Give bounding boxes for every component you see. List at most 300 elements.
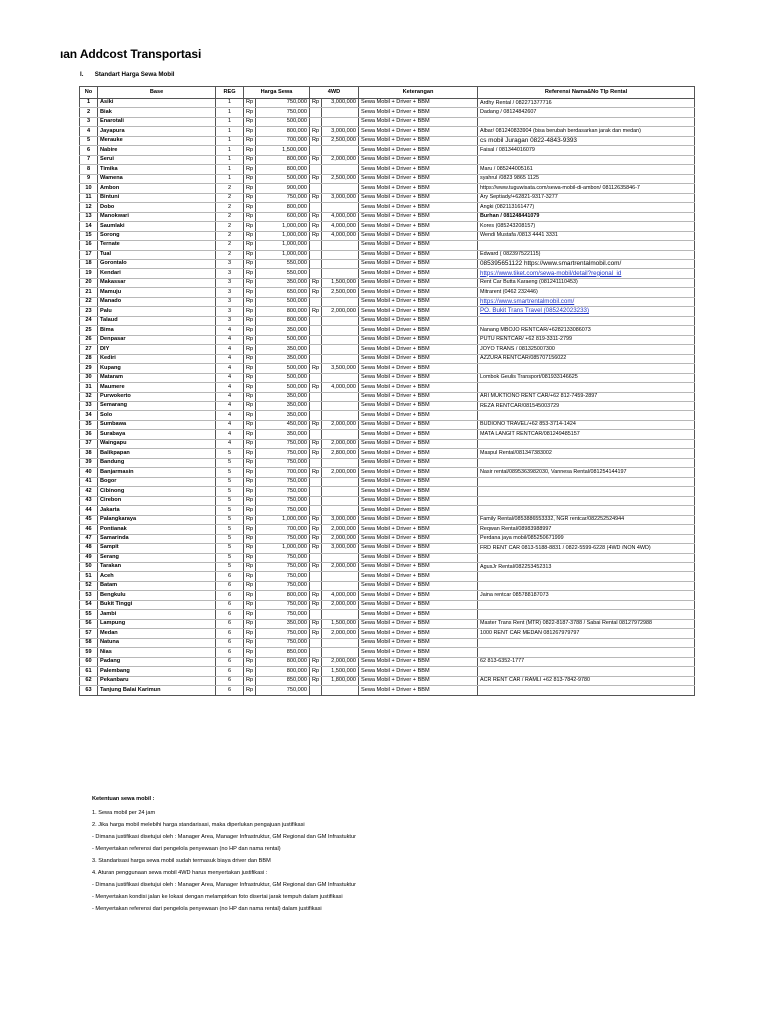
region-code: 3: [216, 316, 244, 325]
fourwd-amount: 2,500,000: [322, 174, 359, 183]
table-row: [80, 231, 695, 240]
rental-reference: Burhan / 081248441079: [478, 212, 695, 221]
price-amount: 750,000: [256, 99, 310, 108]
fourwd-amount: 4,000,000: [322, 222, 359, 231]
price-amount: 800,000: [256, 307, 310, 316]
row-number: 19: [80, 269, 98, 278]
header-harga-sewa: Harga Sewa: [244, 87, 310, 99]
rental-reference: Master Trans Rent (MTR) 0822-8187-3788 / Sabai Rental 08127972988: [478, 619, 695, 628]
row-number: 14: [80, 222, 98, 231]
fourwd-currency: [310, 506, 322, 515]
region-code: 2: [216, 193, 244, 202]
price-amount: 800,000: [256, 127, 310, 136]
base-name: Merauke: [98, 136, 216, 145]
row-description: Sewa Mobil + Driver + BBM: [359, 496, 478, 505]
rental-reference: cs mobil Juragan 0822-4843-9393: [478, 136, 695, 145]
price-currency: Rp: [244, 392, 256, 401]
rental-reference: 1000 RENT CAR MEDAN 081267979797: [478, 629, 695, 638]
notes-list: [92, 807, 356, 915]
note-line: - Menyertakan kondisi jalan ke lokasi dengan melampirkan foto disertai jarak tempuh dalam justifikasi: [92, 894, 343, 900]
fourwd-amount: [322, 392, 359, 401]
price-currency: Rp: [244, 610, 256, 619]
rental-reference: https://www.tuguwisata.com/sewa-mobil-di-ambon/ 08112635846-7: [478, 184, 695, 193]
region-code: 4: [216, 402, 244, 411]
table-row: [80, 676, 695, 685]
base-name: Denpasar: [98, 335, 216, 344]
fourwd-currency: Rp: [310, 222, 322, 231]
table-row: [80, 136, 695, 145]
row-number: 16: [80, 241, 98, 250]
rental-reference: AgusJr Rental/082253452313: [478, 562, 695, 571]
row-number: 31: [80, 383, 98, 392]
table-row: [80, 373, 695, 382]
region-code: 2: [216, 184, 244, 193]
price-currency: Rp: [244, 458, 256, 467]
price-amount: 1,000,000: [256, 515, 310, 524]
fourwd-amount: 2,000,000: [322, 600, 359, 609]
price-currency: Rp: [244, 562, 256, 571]
rental-reference[interactable]: https://www.tiket.com/sewa-mobil/detail?regional_id: [478, 269, 695, 278]
row-number: 23: [80, 307, 98, 316]
row-number: 9: [80, 174, 98, 183]
fourwd-amount: 2,000,000: [322, 420, 359, 429]
price-currency: Rp: [244, 136, 256, 145]
row-number: 29: [80, 364, 98, 373]
fourwd-currency: Rp: [310, 657, 322, 666]
price-currency: Rp: [244, 155, 256, 164]
table-row: [80, 108, 695, 117]
table-row: [80, 278, 695, 287]
table-row: [80, 155, 695, 164]
base-name: Wamena: [98, 174, 216, 183]
fourwd-currency: Rp: [310, 629, 322, 638]
rental-notes: [92, 796, 356, 915]
row-description: Sewa Mobil + Driver + BBM: [359, 572, 478, 581]
base-name: Mataram: [98, 373, 216, 382]
base-name: Padang: [98, 657, 216, 666]
region-code: 5: [216, 468, 244, 477]
base-name: Tarakan: [98, 562, 216, 571]
price-amount: 800,000: [256, 316, 310, 325]
table-row: [80, 184, 695, 193]
price-amount: 800,000: [256, 165, 310, 174]
price-currency: Rp: [244, 222, 256, 231]
price-currency: Rp: [244, 600, 256, 609]
base-name: Jambi: [98, 610, 216, 619]
fourwd-amount: [322, 477, 359, 486]
row-description: Sewa Mobil + Driver + BBM: [359, 686, 478, 695]
price-currency: Rp: [244, 288, 256, 297]
row-description: Sewa Mobil + Driver + BBM: [359, 411, 478, 420]
price-amount: 750,000: [256, 600, 310, 609]
table-row: [80, 648, 695, 657]
price-currency: Rp: [244, 231, 256, 240]
row-number: 28: [80, 354, 98, 363]
region-code: 5: [216, 477, 244, 486]
table-row: [80, 544, 695, 553]
price-amount: 850,000: [256, 648, 310, 657]
fourwd-amount: 2,000,000: [322, 468, 359, 477]
fourwd-amount: 2,000,000: [322, 155, 359, 164]
table-row: [80, 667, 695, 676]
fourwd-currency: Rp: [310, 127, 322, 136]
price-amount: 750,000: [256, 108, 310, 117]
price-currency: Rp: [244, 335, 256, 344]
rental-reference: BUDIONO TRAVEL/+62 853-3714-1424: [478, 420, 695, 429]
base-name: Aceh: [98, 572, 216, 581]
price-currency: Rp: [244, 146, 256, 155]
base-name: Nias: [98, 648, 216, 657]
rental-reference: [478, 506, 695, 515]
region-code: 6: [216, 667, 244, 676]
base-name: Maumere: [98, 383, 216, 392]
fourwd-amount: 2,000,000: [322, 439, 359, 448]
rental-reference: [478, 458, 695, 467]
fourwd-amount: 3,000,000: [322, 515, 359, 524]
region-code: 3: [216, 269, 244, 278]
price-currency: Rp: [244, 165, 256, 174]
rental-reference[interactable]: https://www.smartrentalmobil.com/: [478, 297, 695, 306]
region-code: 1: [216, 99, 244, 108]
price-currency: Rp: [244, 383, 256, 392]
rental-reference: [478, 155, 695, 164]
rental-reference: [478, 581, 695, 590]
row-number: 43: [80, 496, 98, 505]
fourwd-currency: Rp: [310, 591, 322, 600]
base-name: Bogor: [98, 477, 216, 486]
region-code: 4: [216, 354, 244, 363]
fourwd-currency: [310, 610, 322, 619]
fourwd-amount: 2,000,000: [322, 525, 359, 534]
row-description: Sewa Mobil + Driver + BBM: [359, 534, 478, 543]
price-currency: Rp: [244, 117, 256, 126]
rental-reference: Kores (085243208157): [478, 222, 695, 231]
fourwd-currency: [310, 326, 322, 335]
fourwd-amount: [322, 316, 359, 325]
row-description: Sewa Mobil + Driver + BBM: [359, 326, 478, 335]
table-row: [80, 657, 695, 666]
price-amount: 550,000: [256, 269, 310, 278]
price-currency: Rp: [244, 316, 256, 325]
base-name: Batam: [98, 581, 216, 590]
price-currency: Rp: [244, 364, 256, 373]
fourwd-currency: [310, 165, 322, 174]
region-code: 6: [216, 657, 244, 666]
fourwd-currency: [310, 108, 322, 117]
price-amount: 700,000: [256, 136, 310, 145]
row-number: 37: [80, 439, 98, 448]
fourwd-currency: [310, 686, 322, 695]
row-number: 25: [80, 326, 98, 335]
table-row: [80, 420, 695, 429]
row-description: Sewa Mobil + Driver + BBM: [359, 392, 478, 401]
price-amount: 350,000: [256, 345, 310, 354]
price-amount: 350,000: [256, 411, 310, 420]
region-code: 1: [216, 136, 244, 145]
header-referensi: Referensi Nama&No Tlp Rental: [478, 87, 695, 99]
table-row: [80, 354, 695, 363]
fourwd-currency: Rp: [310, 525, 322, 534]
row-number: 57: [80, 629, 98, 638]
table-row: [80, 345, 695, 354]
row-number: 40: [80, 468, 98, 477]
region-code: 4: [216, 420, 244, 429]
price-amount: 750,000: [256, 581, 310, 590]
fourwd-currency: Rp: [310, 468, 322, 477]
fourwd-currency: Rp: [310, 667, 322, 676]
price-currency: Rp: [244, 354, 256, 363]
fourwd-amount: [322, 108, 359, 117]
fourwd-currency: Rp: [310, 136, 322, 145]
region-code: 4: [216, 373, 244, 382]
region-code: 4: [216, 383, 244, 392]
table-row: [80, 326, 695, 335]
section-heading: [80, 71, 175, 78]
rental-reference: [478, 364, 695, 373]
price-currency: Rp: [244, 468, 256, 477]
fourwd-amount: 2,000,000: [322, 534, 359, 543]
region-code: 1: [216, 146, 244, 155]
price-currency: Rp: [244, 184, 256, 193]
price-currency: Rp: [244, 307, 256, 316]
fourwd-currency: [310, 354, 322, 363]
fourwd-amount: [322, 487, 359, 496]
table-row: [80, 222, 695, 231]
price-currency: Rp: [244, 648, 256, 657]
fourwd-amount: [322, 458, 359, 467]
fourwd-currency: [310, 259, 322, 268]
rental-reference: [478, 648, 695, 657]
row-number: 20: [80, 278, 98, 287]
rental-reference: [478, 477, 695, 486]
price-currency: Rp: [244, 638, 256, 647]
fourwd-amount: 2,800,000: [322, 449, 359, 458]
row-description: Sewa Mobil + Driver + BBM: [359, 193, 478, 202]
fourwd-amount: 1,500,000: [322, 619, 359, 628]
base-name: Kupang: [98, 364, 216, 373]
price-currency: Rp: [244, 506, 256, 515]
fourwd-amount: [322, 146, 359, 155]
price-currency: Rp: [244, 477, 256, 486]
row-description: Sewa Mobil + Driver + BBM: [359, 146, 478, 155]
rental-reference: syahrul /0823 9865 1125: [478, 174, 695, 183]
table-row: [80, 487, 695, 496]
price-currency: Rp: [244, 619, 256, 628]
fourwd-amount: [322, 345, 359, 354]
table-row: [80, 458, 695, 467]
row-description: Sewa Mobil + Driver + BBM: [359, 203, 478, 212]
row-description: Sewa Mobil + Driver + BBM: [359, 136, 478, 145]
rental-reference: Edward ( 082397522115): [478, 250, 695, 259]
fourwd-currency: Rp: [310, 676, 322, 685]
row-description: Sewa Mobil + Driver + BBM: [359, 600, 478, 609]
row-number: 42: [80, 487, 98, 496]
header-keterangan: Keterangan: [359, 87, 478, 99]
row-description: Sewa Mobil + Driver + BBM: [359, 297, 478, 306]
rental-reference: Dadang / 08124842607: [478, 108, 695, 117]
base-name: Ternate: [98, 241, 216, 250]
price-currency: Rp: [244, 127, 256, 136]
fourwd-currency: Rp: [310, 420, 322, 429]
base-name: Sorong: [98, 231, 216, 240]
page-title: ıan Addcost Transportasi: [60, 47, 202, 61]
fourwd-currency: [310, 373, 322, 382]
fourwd-currency: [310, 496, 322, 505]
rental-reference: ARI MUKTIONO RENT CAR/+62 812-7459-2897: [478, 392, 695, 401]
table-row: [80, 316, 695, 325]
table-row: [80, 686, 695, 695]
table-row: [80, 515, 695, 524]
region-code: 1: [216, 117, 244, 126]
row-description: Sewa Mobil + Driver + BBM: [359, 108, 478, 117]
fourwd-amount: 2,000,000: [322, 629, 359, 638]
region-code: 5: [216, 506, 244, 515]
rental-reference: Jaina rentcar 085788187073: [478, 591, 695, 600]
rental-price-table: [79, 86, 695, 696]
table-row: [80, 250, 695, 259]
row-description: Sewa Mobil + Driver + BBM: [359, 335, 478, 344]
base-name: Kediri: [98, 354, 216, 363]
rental-reference: Perdana jaya mobil/085250671999: [478, 534, 695, 543]
base-name: Sampit: [98, 544, 216, 553]
base-name: Ambon: [98, 184, 216, 193]
fourwd-currency: [310, 581, 322, 590]
region-code: 6: [216, 638, 244, 647]
base-name: Manado: [98, 297, 216, 306]
note-line: - Dimana justifikasi disetujui oleh : Manager Area, Manager Infrastruktur, GM Regional dan GM Infrastuktur: [92, 834, 356, 840]
row-description: Sewa Mobil + Driver + BBM: [359, 449, 478, 458]
row-number: 11: [80, 193, 98, 202]
rental-reference: Ary Septiady/+62821-9317-3277: [478, 193, 695, 202]
price-currency: Rp: [244, 515, 256, 524]
table-row: [80, 525, 695, 534]
row-description: Sewa Mobil + Driver + BBM: [359, 439, 478, 448]
price-currency: Rp: [244, 345, 256, 354]
price-amount: 500,000: [256, 117, 310, 126]
base-name: Bima: [98, 326, 216, 335]
rental-reference: Rent Car Butta Karaeng (081241110453): [478, 278, 695, 287]
row-number: 62: [80, 676, 98, 685]
region-code: 1: [216, 174, 244, 183]
fourwd-currency: Rp: [310, 619, 322, 628]
table-row: [80, 553, 695, 562]
rental-reference: Wendi Mustafa /0813 4441 3331: [478, 231, 695, 240]
fourwd-amount: 2,000,000: [322, 562, 359, 571]
fourwd-currency: Rp: [310, 174, 322, 183]
price-amount: 1,000,000: [256, 231, 310, 240]
region-code: 6: [216, 686, 244, 695]
row-description: Sewa Mobil + Driver + BBM: [359, 657, 478, 666]
base-name: Cirebon: [98, 496, 216, 505]
price-currency: Rp: [244, 534, 256, 543]
base-name: Timika: [98, 165, 216, 174]
rental-reference: FRD RENT CAR 0813-5188-8831 / 0822-5599-6228 (4WD /NON 4WD): [478, 544, 695, 553]
row-number: 18: [80, 259, 98, 268]
rental-reference: [478, 411, 695, 420]
table-row: [80, 146, 695, 155]
row-description: Sewa Mobil + Driver + BBM: [359, 591, 478, 600]
table-row: [80, 600, 695, 609]
fourwd-currency: Rp: [310, 278, 322, 287]
section-title: Standart Harga Sewa Mobil: [94, 71, 175, 78]
rental-reference: Maru / 085244005161: [478, 165, 695, 174]
base-name: Balikpapan: [98, 449, 216, 458]
price-currency: Rp: [244, 193, 256, 202]
fourwd-amount: [322, 203, 359, 212]
row-number: 53: [80, 591, 98, 600]
header-4wd: 4WD: [310, 87, 359, 99]
row-description: Sewa Mobil + Driver + BBM: [359, 345, 478, 354]
price-amount: 350,000: [256, 326, 310, 335]
price-amount: 500,000: [256, 373, 310, 382]
fourwd-currency: [310, 411, 322, 420]
row-number: 34: [80, 411, 98, 420]
table-row: [80, 629, 695, 638]
fourwd-amount: 3,000,000: [322, 544, 359, 553]
fourwd-currency: [310, 392, 322, 401]
price-currency: Rp: [244, 449, 256, 458]
rental-reference: [478, 117, 695, 126]
table-row: [80, 477, 695, 486]
base-name: DIY: [98, 345, 216, 354]
header-no: No: [80, 87, 98, 99]
price-amount: 750,000: [256, 477, 310, 486]
table-row: [80, 174, 695, 183]
base-name: Serui: [98, 155, 216, 164]
price-amount: 700,000: [256, 525, 310, 534]
table-row: [80, 165, 695, 174]
fourwd-amount: [322, 610, 359, 619]
row-number: 27: [80, 345, 98, 354]
price-currency: Rp: [244, 269, 256, 278]
table-row: [80, 203, 695, 212]
note-line: 3. Standarisasi harga sewa mobil sudah termasuk biaya driver dan BBM: [92, 858, 271, 864]
row-number: 55: [80, 610, 98, 619]
note-line: - Dimana justifikasi disetujui oleh : Manager Area, Manager Infrastruktur, GM Regional dan GM Infrastuktur: [92, 882, 356, 888]
header-reg: REG: [216, 87, 244, 99]
price-amount: 1,000,000: [256, 250, 310, 259]
fourwd-amount: 3,000,000: [322, 193, 359, 202]
row-number: 56: [80, 619, 98, 628]
row-description: Sewa Mobil + Driver + BBM: [359, 506, 478, 515]
price-currency: Rp: [244, 411, 256, 420]
price-amount: 750,000: [256, 629, 310, 638]
region-code: 6: [216, 629, 244, 638]
rental-reference: Nasir rental/0895363982030, Vannesa Rental/081254144197: [478, 468, 695, 477]
base-name: Bandung: [98, 458, 216, 467]
row-description: Sewa Mobil + Driver + BBM: [359, 307, 478, 316]
rental-reference: MATA LANGIT RENTCAR/081249485157: [478, 430, 695, 439]
region-code: 3: [216, 278, 244, 287]
row-number: 51: [80, 572, 98, 581]
rental-reference: [478, 600, 695, 609]
price-amount: 550,000: [256, 259, 310, 268]
rental-reference: Mitrarent (0462 232446): [478, 288, 695, 297]
fourwd-amount: [322, 402, 359, 411]
fourwd-amount: [322, 373, 359, 382]
fourwd-amount: [322, 496, 359, 505]
region-code: 2: [216, 203, 244, 212]
row-description: Sewa Mobil + Driver + BBM: [359, 468, 478, 477]
base-name: Makassar: [98, 278, 216, 287]
table-row: [80, 307, 695, 316]
rental-reference: Albar/ 081240833904 (bisa berubah berdasarkan jarak dan medan): [478, 127, 695, 136]
fourwd-currency: Rp: [310, 544, 322, 553]
row-number: 6: [80, 146, 98, 155]
price-amount: 750,000: [256, 449, 310, 458]
rental-reference[interactable]: PO. Bukit Trans Travel (085242023233): [478, 307, 695, 316]
table-header-row: [80, 87, 695, 99]
